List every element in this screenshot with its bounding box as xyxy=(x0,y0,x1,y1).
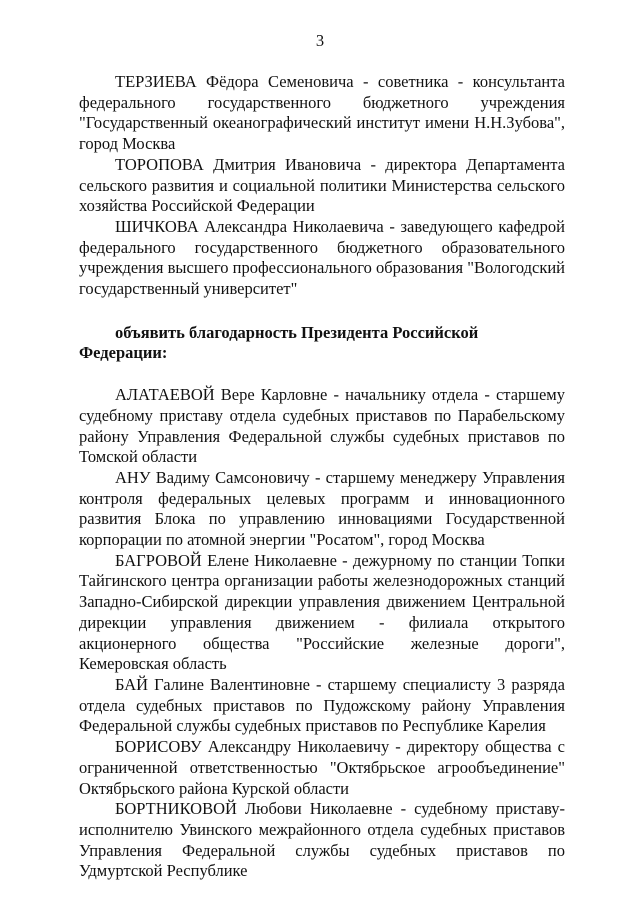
document-body xyxy=(79,72,565,882)
gratitude-entry-bai: БАЙ Галине Валентиновне - старшему специалисту 3 разряда отдела судебных приставов по Пудожскому району Управления Федеральной службы судебных приставов по Республике Карелия xyxy=(79,674,565,736)
award-entry-terzieva: ТЕРЗИЕВА Фёдора Семеновича - советника - консультанта федерального государственного бюджетного учреждения "Государственный океанографический институт имени Н.Н.Зубова", город Москва xyxy=(79,72,565,154)
award-entry-shichkov: ШИЧКОВА Александра Николаевича - заведующего кафедрой федерального государственного бюджетного образовательного учреждения высшего профессионального образования "Вологодский государственный университет" xyxy=(79,216,565,299)
gratitude-entry-alataeva: АЛАТАЕВОЙ Вере Карловне - начальнику отдела - старшему судебному приставу отдела судебных приставов по Парабельскому району Управления Федеральной службы судебных приставов по Томской области xyxy=(79,385,565,467)
section-heading: объявить благодарность Президента Российской Федерации: xyxy=(79,322,479,363)
gratitude-entry-bagrova: БАГРОВОЙ Елене Николаевне - дежурному по станции Топки Тайгинского центра организации работы железнодорожных станций Западно-Сибирской дирекции управления движением Центральной дирекции управления движением - филиала открытого акционерного общества "Российские железные дороги", Кемеровская область xyxy=(79,550,565,674)
award-entry-toropov: ТОРОПОВА Дмитрия Ивановича - директора Департамента сельского развития и социальной политики Министерства сельского хозяйства Российской Федерации xyxy=(79,154,565,216)
gratitude-entry-bortnikova: БОРТНИКОВОЙ Любови Николаевне - судебному приставу-исполнителю Увинского межрайонного отдела судебных приставов Управления Федеральной службы судебных приставов по Удмуртской Республике xyxy=(79,799,565,881)
page-number: 3 xyxy=(315,31,325,50)
gratitude-entry-anu: АНУ Вадиму Самсоновичу - старшему менеджеру Управления контроля федеральных целевых программ и инновационного развития Блока по управлению инновациями Государственной корпорации по атомной энергии "Росатом", город Москва xyxy=(79,467,565,550)
gratitude-entry-borisov: БОРИСОВУ Александру Николаевичу - директору общества с ограниченной ответственностью "Октябрьское агрообъединение" Октябрьского района Курской области xyxy=(79,737,565,798)
